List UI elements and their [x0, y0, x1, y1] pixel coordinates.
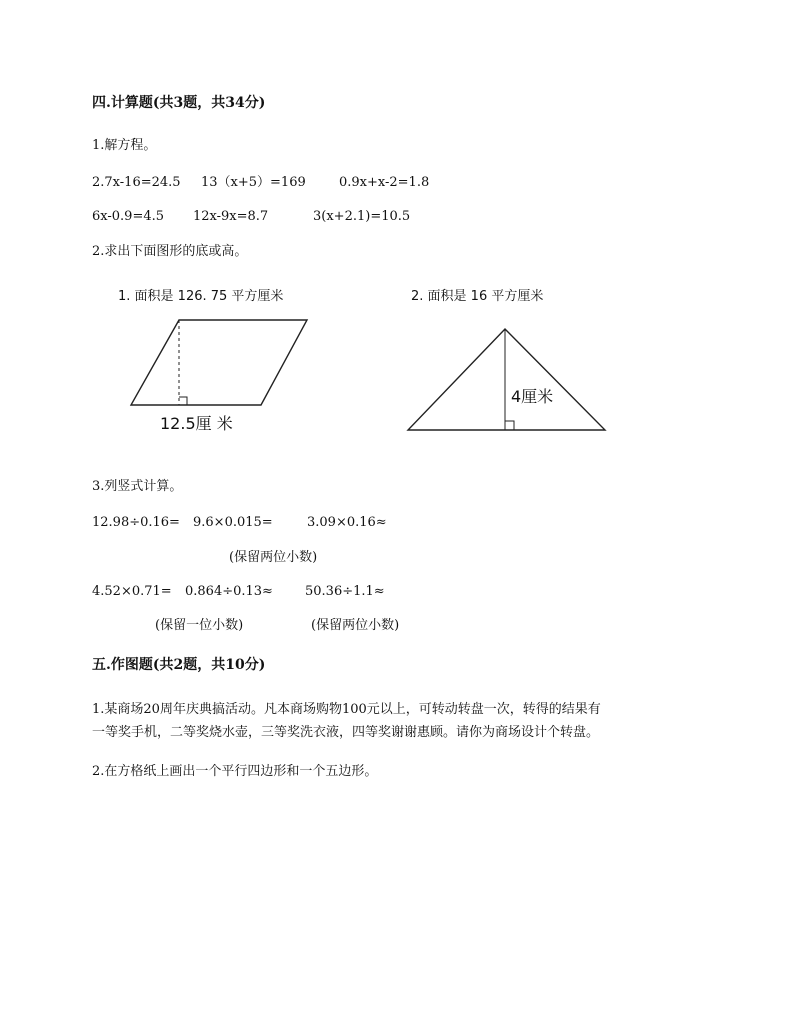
figure-2-caption: 2. 面积是 16 平方厘米 [411, 289, 544, 304]
q1-title: 1.解方程。 [92, 138, 157, 153]
calc-3: 3.09×0.16≈ [307, 515, 387, 530]
equation-6: 3(x+2.1)=10.5 [313, 209, 411, 224]
equation-1: 2.7x-16=24.5 [92, 175, 181, 190]
calc-4: 4.52×0.71= [92, 584, 172, 599]
s5-q1-line1: 1.某商场20周年庆典搞活动。凡本商场购物100元以上，可转动转盘一次，转得的结果有 [92, 702, 601, 717]
s5-q1-line2: 一等奖手机，二等奖烧水壶，三等奖洗衣液，四等奖谢谢惠顾。请你为商场设计个转盘。 [92, 725, 600, 740]
parallelogram-base-label: 12.5厘 米 [160, 414, 233, 433]
q3-title: 3.列竖式计算。 [92, 479, 183, 494]
q2-title: 2.求出下面图形的底或高。 [92, 244, 248, 259]
triangle-height-label: 4厘米 [511, 387, 554, 406]
calc-2: 9.6×0.015= [193, 515, 273, 530]
s5-q2: 2.在方格纸上画出一个平行四边形和一个五边形。 [92, 764, 378, 779]
calc-1: 12.98÷0.16= [92, 515, 180, 530]
right-angle-mark [179, 397, 187, 405]
right-angle-mark [505, 421, 514, 430]
equation-2: 13（x+5）=169 [201, 175, 306, 190]
equation-4: 6x-0.9=4.5 [92, 209, 165, 224]
calc-5: 0.864÷0.13≈ [185, 584, 273, 599]
calc-6: 50.36÷1.1≈ [305, 584, 385, 599]
figure-1-caption: 1. 面积是 126. 75 平方厘米 [118, 289, 284, 304]
section-4-heading: 四.计算题(共3题，共34分) [92, 95, 266, 111]
equation-5: 12x-9x=8.7 [193, 209, 269, 224]
calc-6-note: (保留两位小数) [311, 618, 400, 633]
calc-5-note: (保留一位小数) [155, 618, 244, 633]
parallelogram-figure [131, 320, 307, 405]
section-5-heading: 五.作图题(共2题，共10分) [92, 657, 266, 673]
equation-3: 0.9x+x-2=1.8 [339, 175, 430, 190]
calc-3-note: (保留两位小数) [229, 550, 318, 565]
triangle-figure [408, 329, 605, 430]
